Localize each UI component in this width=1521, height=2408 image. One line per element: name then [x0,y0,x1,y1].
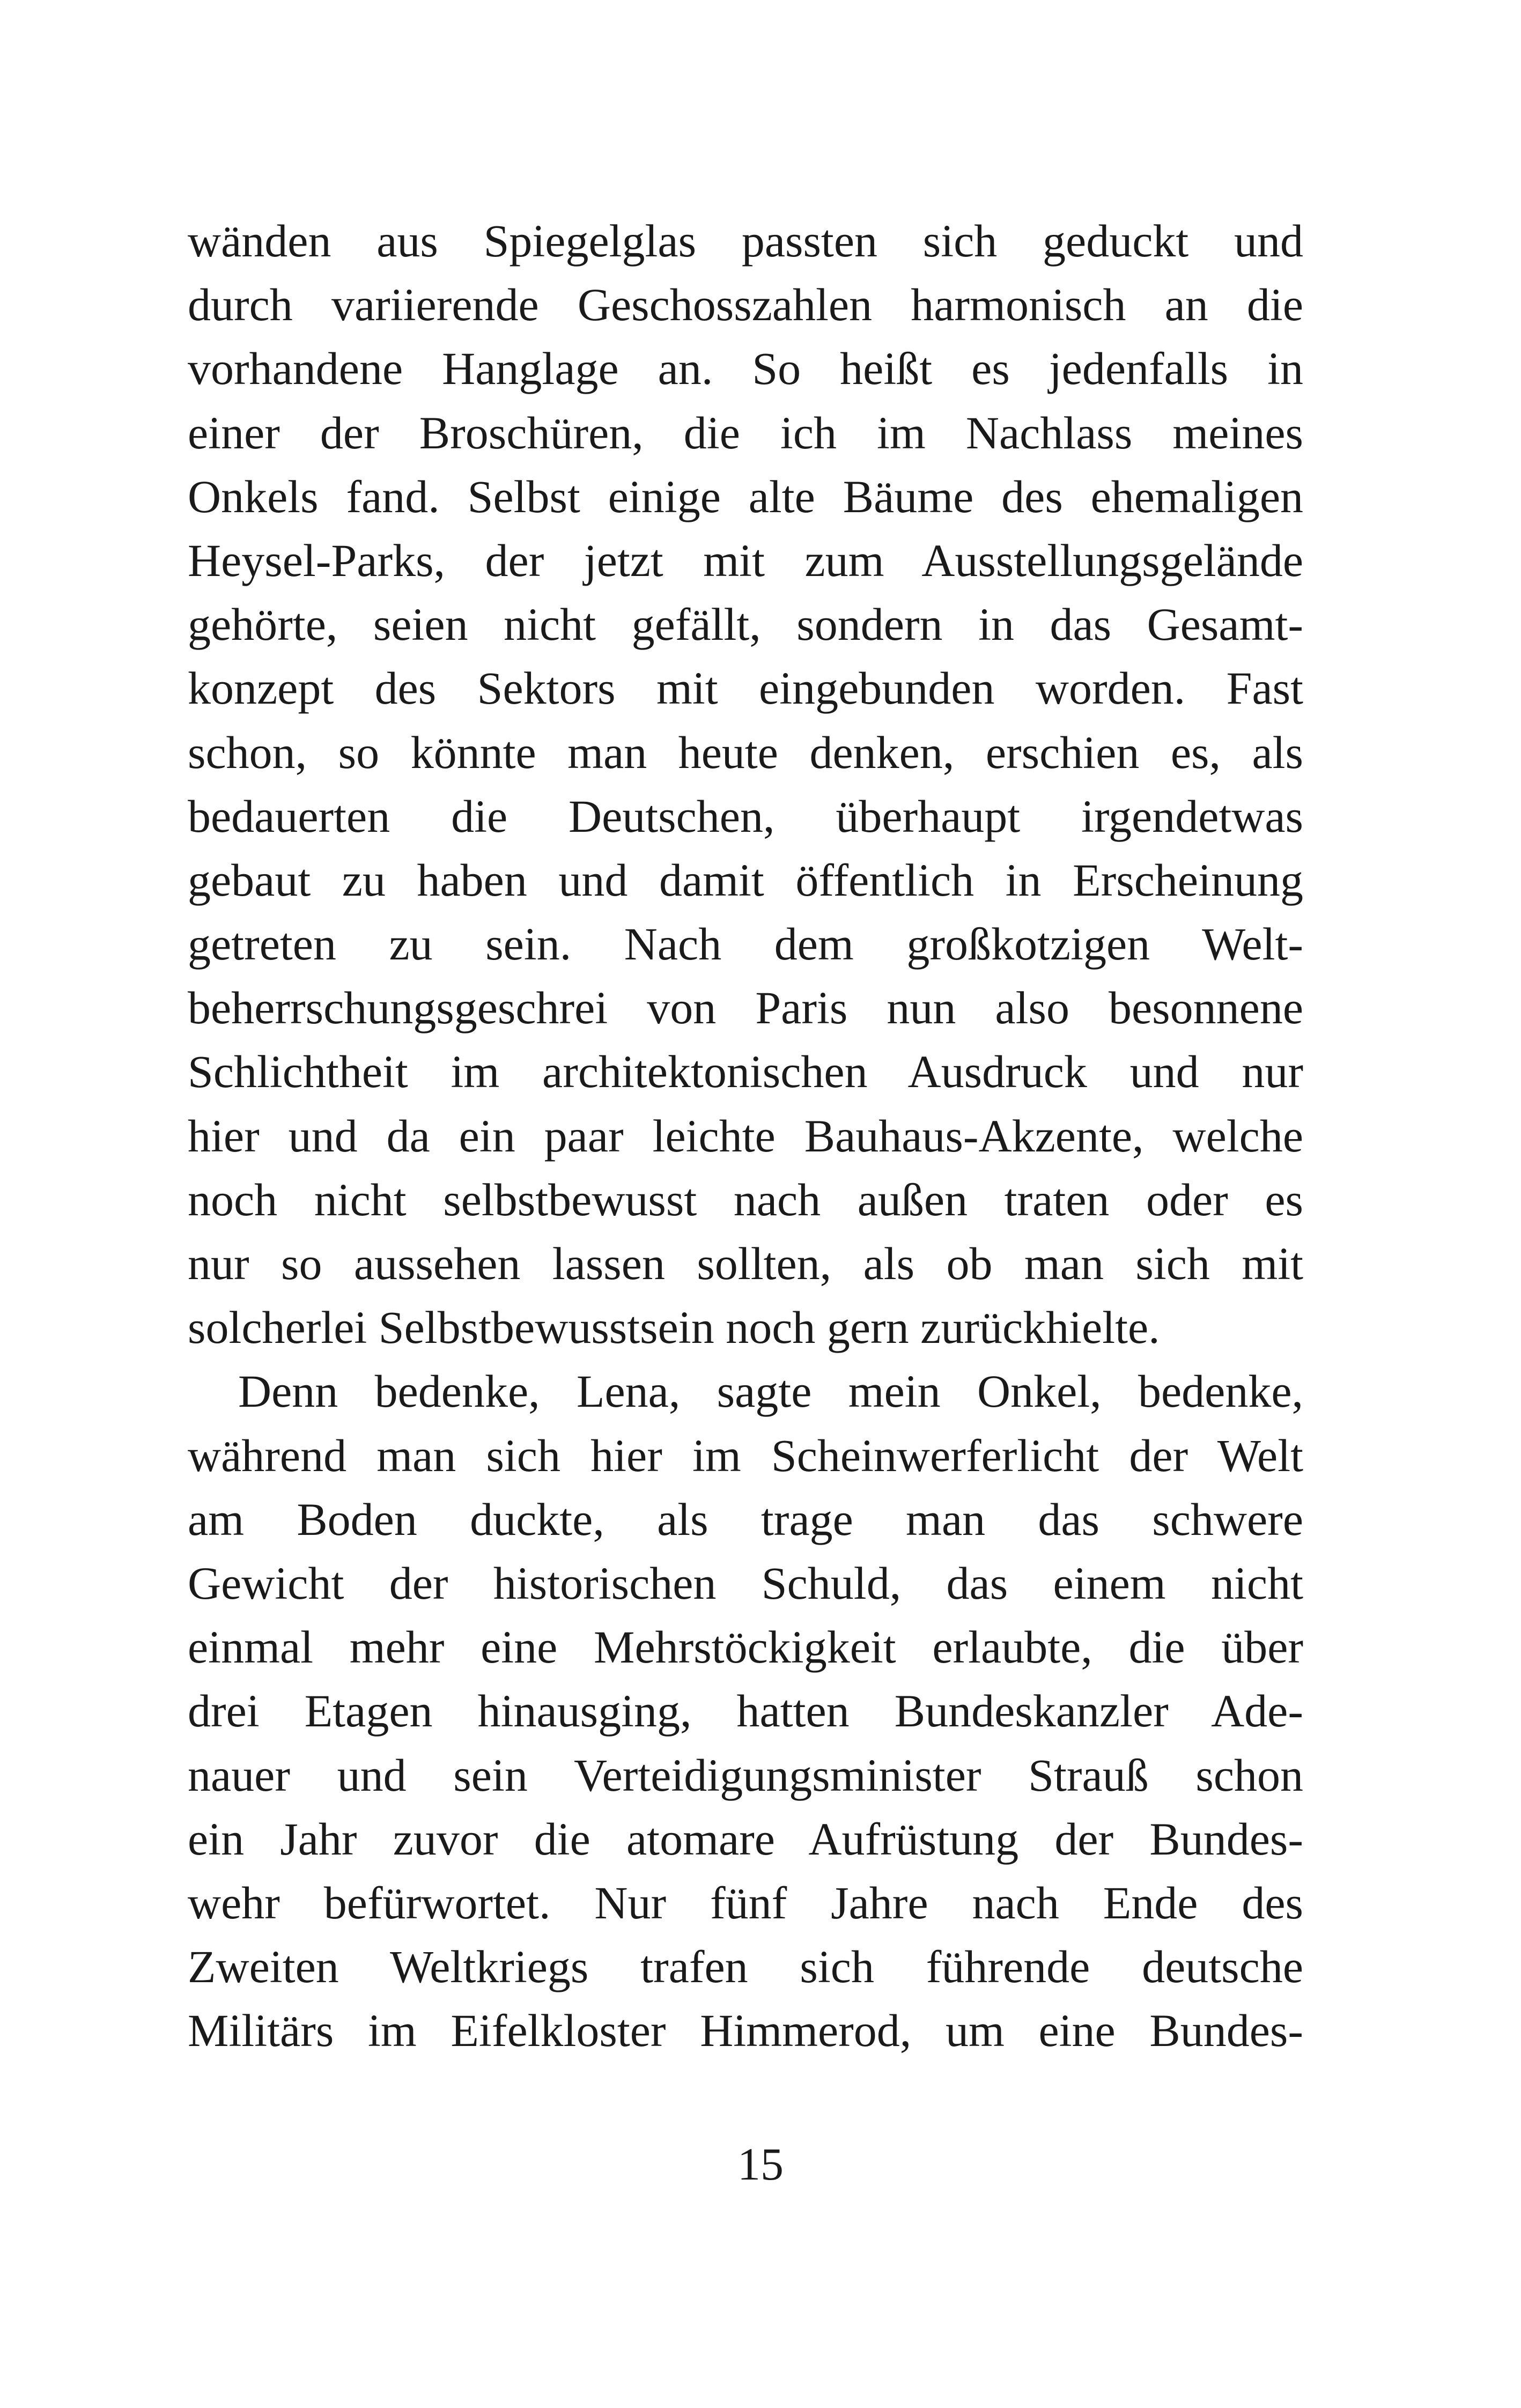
text-line: gehörte, seien nicht gefällt, sondern in das Gesamt- [188,599,1303,651]
text-line: Onkels fand. Selbst einige alte Bäume des ehemaligen [188,470,1303,522]
text-line: getreten zu sein. Nach dem großkotzigen Welt- [188,918,1303,970]
text-line: Gewicht der historischen Schuld, das einem nicht [188,1557,1303,1609]
text-line: drei Etagen hinausging, hatten Bundeskanzler Ade- [188,1685,1303,1737]
text-line: Denn bedenke, Lena, sagte mein Onkel, bedenke, [238,1365,1303,1417]
text-line: Zweiten Weltkriegs trafen sich führende deutsche [188,1941,1303,1993]
text-line: gebaut zu haben und damit öffentlich in Erscheinung [188,854,1303,906]
text-line: Heysel-Parks, der jetzt mit zum Ausstellungsgelände [188,534,1303,586]
text-line: nur so aussehen lassen sollten, als ob man sich mit [188,1238,1303,1289]
text-line: wänden aus Spiegelglas passten sich geduckt und [188,215,1303,267]
text-line: Schlichtheit im architektonischen Ausdruck und nur [188,1046,1303,1098]
text-line: beherrschungsgeschrei von Paris nun also besonnene [188,982,1303,1034]
text-line: solcherlei Selbstbewusstsein noch gern zurückhielte. [188,1302,1160,1354]
text-line: hier und da ein paar leichte Bauhaus-Akzente, welche [188,1110,1303,1162]
text-line: wehr befürwortet. Nur fünf Jahre nach Ende des [188,1877,1303,1929]
text-line: am Boden duckte, als trage man das schwere [188,1493,1303,1545]
text-line: Militärs im Eifelkloster Himmerod, um eine Bundes- [188,2005,1303,2057]
text-line: bedauerten die Deutschen, überhaupt irgendetwas [188,790,1303,842]
text-line: konzept des Sektors mit eingebunden worden. Fast [188,662,1303,714]
page-number: 15 [737,2138,784,2190]
body-text [188,209,1303,2063]
text-line: während man sich hier im Scheinwerferlicht der Welt [188,1429,1303,1481]
paragraph-1 [188,209,1303,1360]
text-line: nauer und sein Verteidigungsminister Strauß schon [188,1749,1303,1801]
text-line: einer der Broschüren, die ich im Nachlass meines [188,407,1303,459]
text-line: durch variierende Geschosszahlen harmonisch an die [188,279,1303,331]
text-line: ein Jahr zuvor die atomare Aufrüstung der Bundes- [188,1813,1303,1865]
text-line: vorhandene Hanglage an. So heißt es jedenfalls in [188,343,1303,395]
text-line: einmal mehr eine Mehrstöckigkeit erlaubte, die über [188,1621,1303,1673]
text-line: schon, so könnte man heute denken, erschien es, als [188,726,1303,778]
paragraph-2 [188,1360,1303,2063]
text-line: noch nicht selbstbewusst nach außen traten oder es [188,1173,1303,1225]
